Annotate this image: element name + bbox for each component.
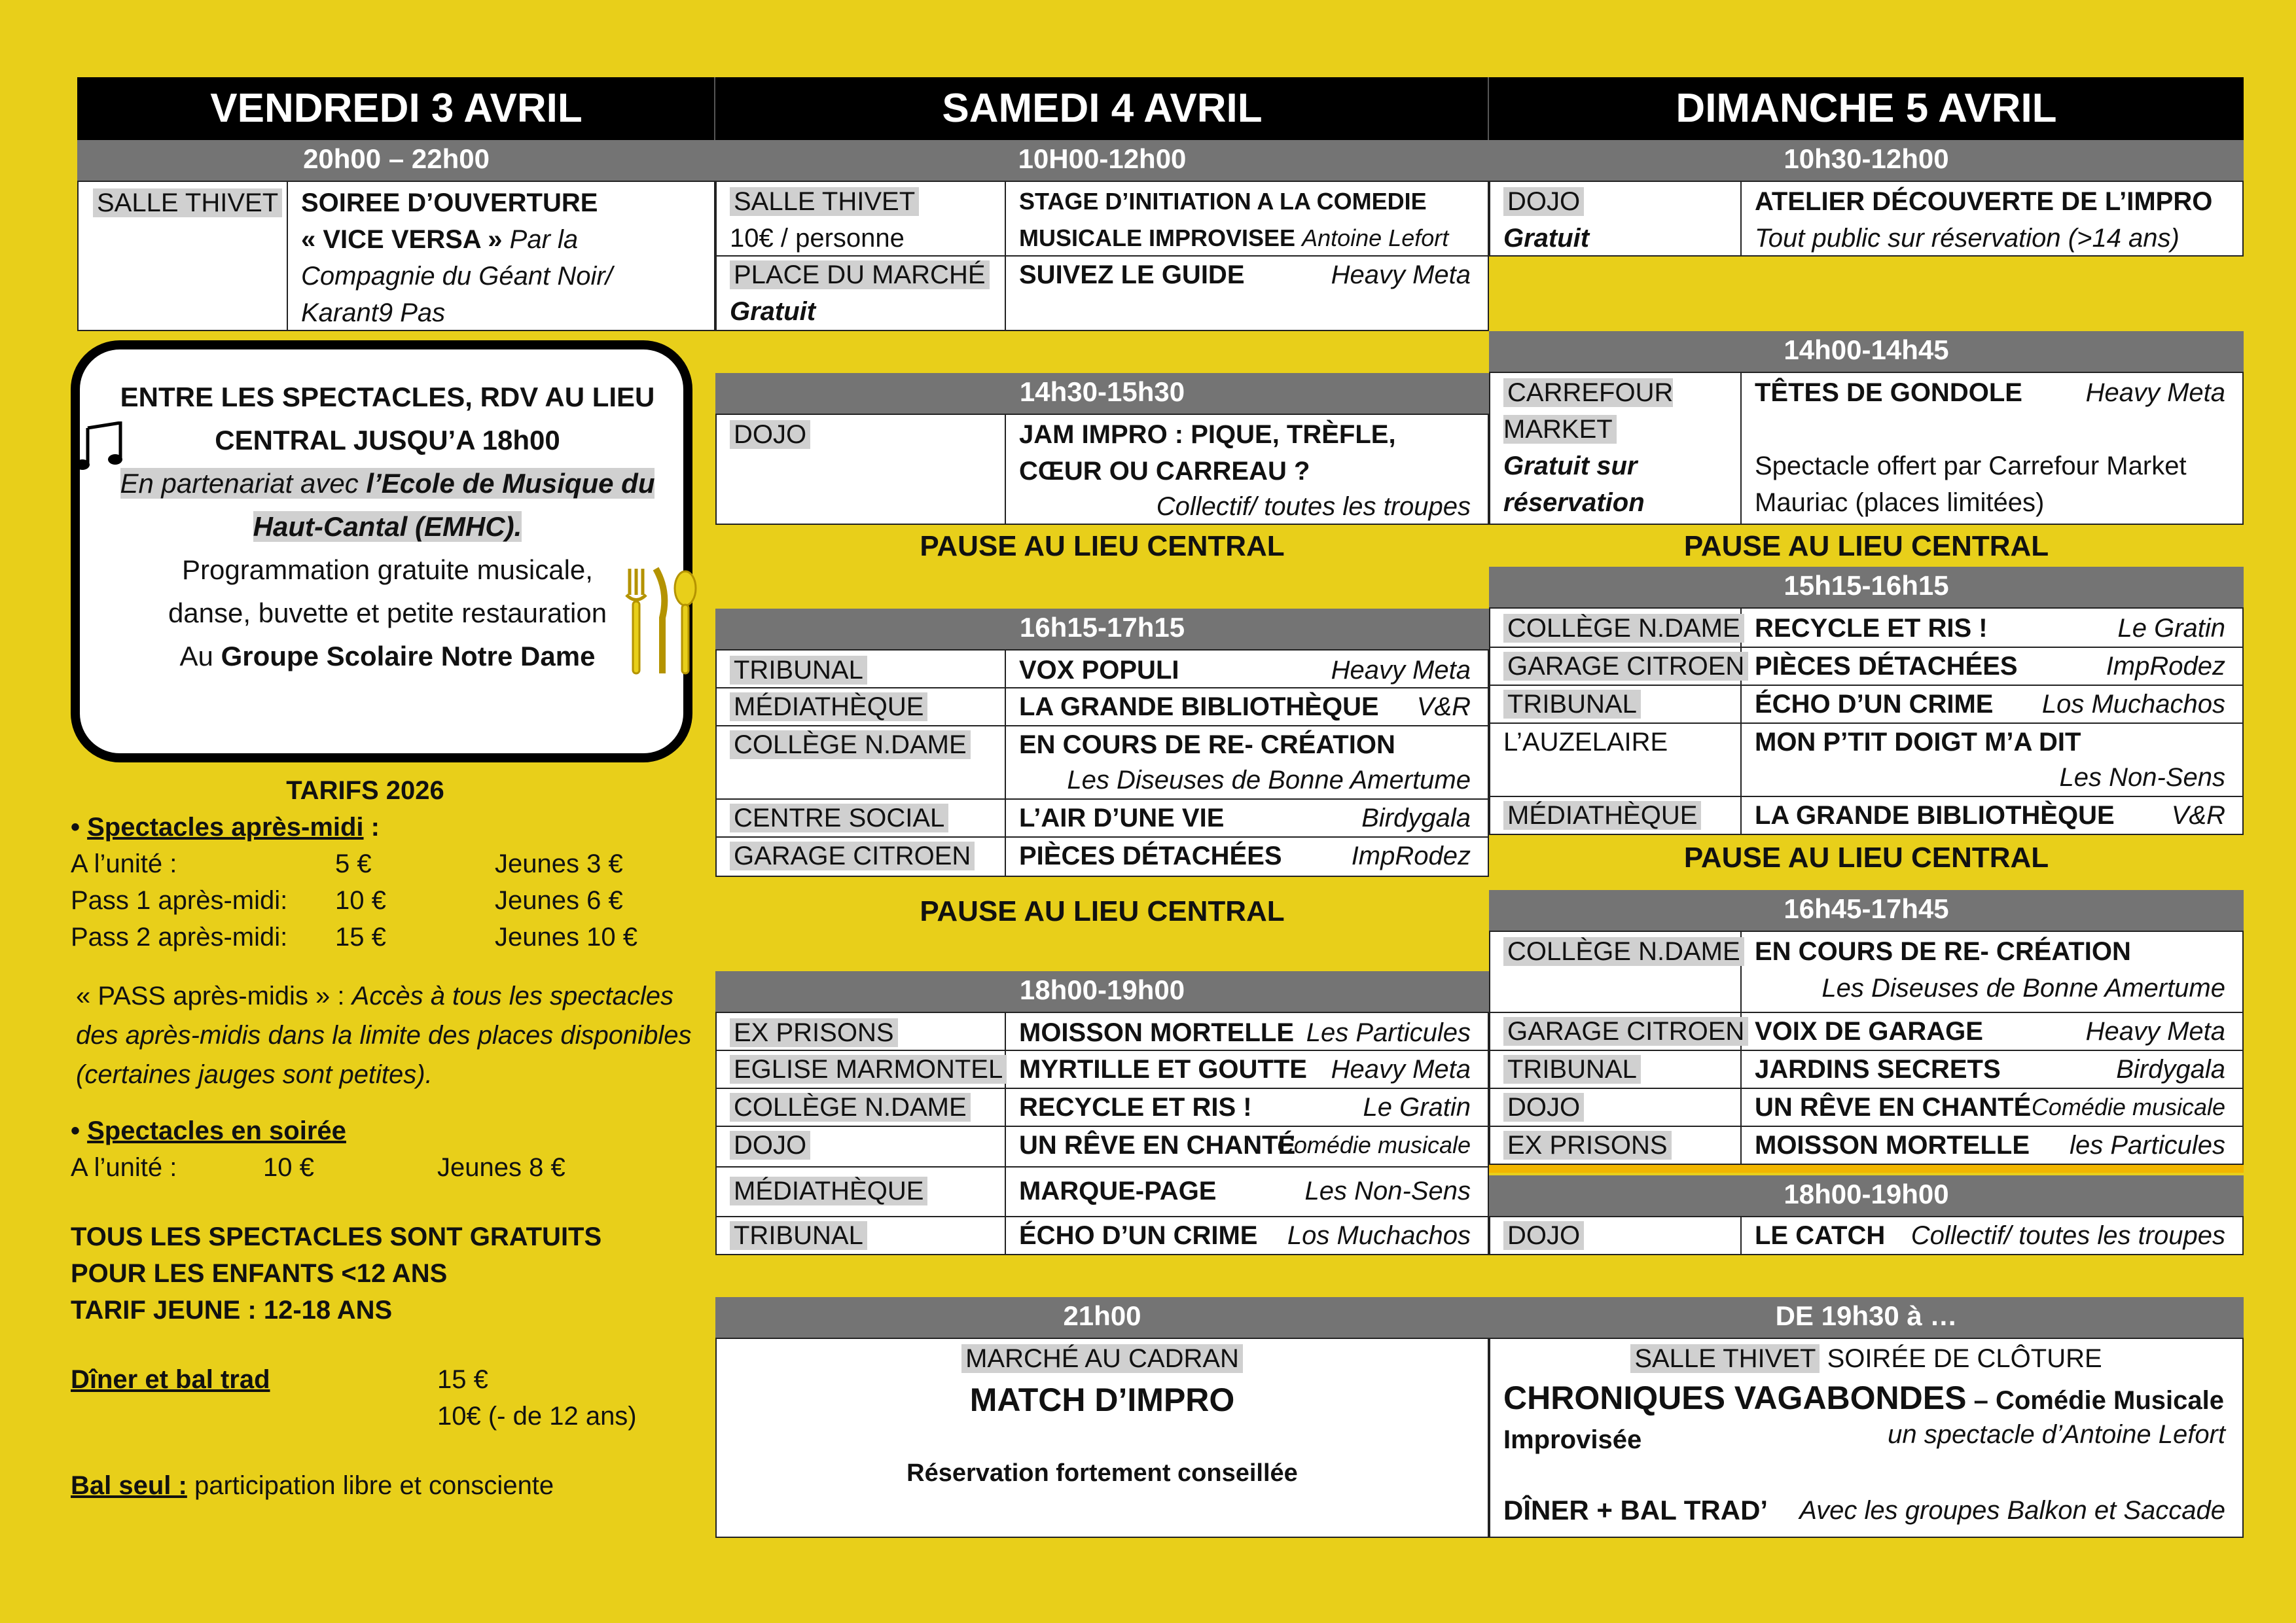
event-title: ÉCHO D’UN CRIME	[1019, 1221, 1258, 1250]
event-title: VOIX DE GARAGE	[1755, 1017, 1983, 1046]
diner-title: DÎNER + BAL TRAD’	[1503, 1495, 1768, 1525]
sunday-morning	[1489, 181, 2244, 257]
event-title: EN COURS DE RE- CRÉATION	[1755, 937, 2131, 966]
event-company: Le Gratin	[1363, 1093, 1471, 1122]
event-company: Heavy Meta	[2085, 378, 2225, 407]
diner-row: Dîner et bal trad 15 €	[71, 1365, 488, 1394]
sunday-closing	[1489, 1338, 2244, 1538]
saturday-evening-shows	[715, 1012, 1489, 1255]
tarifs-section: TARIFS 2026 • Spectacles après-midi : A l’unité : 5 € Jeunes 3 € Pass 1 après-midi: 10 € Jeunes 6 € Pass 2 après-midi: 15 € Jeunes 10 € « PASS après-midis » : Accès à tous les spectacles des après-midis dans la limite des places disponibles (certaines jauges sont petites). • Spectacles en soirée A l’unité : 10 € Jeunes 8 € TOUS LES SPECTACLES SONT GRATUITS POUR LES ENFANTS <12 ANS TARIF JEUNE : 12-18 ANS Dîner et bal trad 15 € 10€ (- de 12 ans) Bal seul : participation libre et consciente	[71, 772, 699, 1504]
event-title: MOISSON MORTELLE	[1755, 1131, 2030, 1160]
event-title: RECYCLE ET RIS !	[1019, 1093, 1252, 1122]
event-company: Les Particules	[1306, 1018, 1471, 1047]
sunday-afternoon	[1489, 607, 2244, 835]
event-company: Collectif/ toutes les troupes	[1910, 1221, 2225, 1250]
friday-event	[77, 181, 715, 331]
tarifs-apres-midi-title: Spectacles après-midi	[87, 813, 364, 842]
venue-label: TRIBUNAL	[1503, 690, 1641, 719]
event-title: TÊTES DE GONDOLE	[1755, 378, 2022, 407]
venue-label: MARCHÉ AU CADRAN	[961, 1344, 1243, 1373]
event-company: Le Gratin	[2117, 614, 2225, 643]
event-title: ATELIER DÉCOUVERTE DE L’IMPRO	[1755, 187, 2213, 216]
saturday-match	[715, 1338, 1489, 1538]
venue-label: EGLISE MARMONTEL	[730, 1055, 1007, 1084]
event-title: MATCH D’IMPRO	[969, 1382, 1235, 1418]
bal-row: Bal seul : participation libre et consciente	[71, 1471, 554, 1500]
event-company: V&R	[2171, 801, 2225, 830]
event-title: UN RÊVE EN CHANTÉ	[1755, 1093, 2032, 1122]
pause-central: PAUSE AU LIEU CENTRAL	[1683, 530, 2049, 562]
time-slot-sunday-1: 10h30-12h00	[1489, 140, 2244, 181]
time-slot-saturday-1: 10H00-12h00	[715, 140, 1489, 181]
time-slot-saturday-5: 21h00	[715, 1297, 1489, 1338]
event-company: Heavy Meta	[1331, 260, 1471, 289]
price-label: Gratuit	[1503, 224, 1590, 253]
event-company: Les Diseuses de Bonne Amertume	[1821, 974, 2225, 1003]
venue-label: COLLÈGE N.DAME	[1503, 614, 1744, 643]
event-company: Les Non-Sens	[1304, 1177, 1471, 1205]
venue-label: SALLE THIVET	[1630, 1344, 1820, 1373]
venue-label: COLLÈGE N.DAME	[730, 1093, 971, 1122]
venue-label: TRIBUNAL	[1503, 1055, 1641, 1084]
saturday-morning	[715, 181, 1489, 331]
tarif-row: A l’unité : 5 € Jeunes 3 €	[71, 849, 623, 878]
venue-label: GARAGE CITROEN	[730, 842, 975, 870]
event-company: Tout public sur réservation (>14 ans)	[1755, 224, 2179, 253]
tarif-row: Pass 2 après-midi: 15 € Jeunes 10 €	[71, 923, 637, 952]
venue-label: TRIBUNAL	[730, 1221, 867, 1250]
time-slot-sunday-6: DE 19h30 à …	[1489, 1297, 2244, 1338]
event-company: Comédie musicale	[2031, 1094, 2225, 1120]
event-title: MOISSON MORTELLE	[1019, 1018, 1294, 1047]
tarifs-title: TARIFS 2026	[286, 776, 444, 805]
event-company: les Particules	[2070, 1131, 2225, 1160]
event-title: STAGE D’INITIATION A LA COMEDIE MUSICALE IMPROVISEE	[1019, 188, 1427, 251]
event-company: un spectacle d’Antoine Lefort	[1888, 1420, 2225, 1449]
time-slot-saturday-2: 14h30-15h30	[715, 373, 1489, 414]
tarif-row: Pass 1 après-midi: 10 € Jeunes 6 €	[71, 886, 623, 915]
time-slot-sunday-4: 16h45-17h45	[1489, 890, 2244, 931]
event-company: Collectif/ toutes les troupes	[1156, 492, 1471, 521]
header-divider	[714, 77, 715, 140]
diner-price-child: 10€ (- de 12 ans)	[437, 1402, 637, 1431]
venue-label: DOJO	[730, 1131, 810, 1160]
venue-label: EX PRISONS	[730, 1018, 898, 1047]
time-slot-saturday-3: 16h15-17h15	[715, 609, 1489, 649]
event-title: VOX POPULI	[1019, 656, 1179, 685]
free-line-2: POUR LES ENFANTS <12 ANS	[71, 1259, 448, 1288]
event-company: Los Muchachos	[1287, 1221, 1471, 1250]
event-company: Heavy Meta	[2085, 1017, 2225, 1046]
price-label: Gratuit	[730, 297, 816, 326]
event-title: LE CATCH	[1755, 1221, 1886, 1250]
header-divider	[1488, 77, 1489, 140]
diner-bands: Avec les groupes Balkon et Saccade	[1799, 1496, 2225, 1525]
event-subtitle: – Comédie Musicale Improvisée	[1503, 1386, 2224, 1454]
event-company: Les Diseuses de Bonne Amertume	[1067, 766, 1471, 794]
time-slot-sunday-2: 14h00-14h45	[1489, 331, 2244, 372]
event-company: Les Non-Sens	[2059, 763, 2225, 792]
price-label: 10€ / personne	[730, 224, 905, 253]
event-company: V&R	[1416, 692, 1471, 721]
event-company: Los Muchachos	[2041, 690, 2225, 719]
reservation-note: Réservation fortement conseillée	[906, 1459, 1298, 1487]
venue-label: MÉDIATHÈQUE	[730, 692, 927, 721]
event-title: JAM IMPRO : PIQUE, TRÈFLE, CŒUR OU CARREAU ?	[1019, 420, 1396, 486]
event-title: UN RÊVE EN CHANTÉ	[1019, 1131, 1296, 1160]
event-title: PIÈCES DÉTACHÉES	[1755, 652, 2018, 681]
cutlery-icon	[617, 565, 702, 677]
venue-label: CENTRE SOCIAL	[730, 804, 948, 832]
time-slot-friday: 20h00 – 22h00	[77, 140, 715, 181]
time-slot-saturday-4: 18h00-19h00	[715, 971, 1489, 1012]
venue-label: CARREFOUR MARKET	[1503, 378, 1674, 444]
saturday-jam	[715, 414, 1489, 525]
event-company: Birdygala	[1361, 804, 1471, 832]
event-title: MARQUE-PAGE	[1019, 1177, 1217, 1205]
sunday-catch	[1489, 1216, 2244, 1255]
venue-label: COLLÈGE N.DAME	[1503, 937, 1744, 966]
event-note: Spectacle offert par Carrefour Market Mauriac (places limitées)	[1755, 452, 2187, 517]
event-company: Comédie musicale	[1276, 1132, 1471, 1158]
event-company: Heavy Meta	[1331, 1055, 1471, 1084]
time-slot-sunday-5: 18h00-19h00	[1489, 1175, 2244, 1216]
info-place: Groupe Scolaire Notre Dame	[221, 641, 596, 671]
event-name: « VICE VERSA »	[301, 225, 503, 254]
sunday-late-afternoon	[1489, 931, 2244, 1165]
time-slot-sunday-3: 15h15-16h15	[1489, 567, 2244, 607]
venue-label: TRIBUNAL	[730, 656, 867, 685]
venue-label: PLACE DU MARCHÉ	[730, 260, 990, 289]
info-partner-name: l’Ecole de Musique du Haut-Cantal (EMHC).	[253, 468, 655, 542]
event-title: EN COURS DE RE- CRÉATION	[1019, 730, 1395, 759]
venue-label: GARAGE CITROEN	[1503, 652, 1748, 681]
venue-label: SALLE THIVET	[730, 187, 919, 216]
venue-label: L’AUZELAIRE	[1503, 728, 1668, 757]
venue-label: DOJO	[1503, 1093, 1584, 1122]
free-line-3: TARIF JEUNE : 12-18 ANS	[71, 1296, 393, 1325]
event-title: L’AIR D’UNE VIE	[1019, 804, 1225, 832]
day-header-saturday: SAMEDI 4 AVRIL	[715, 77, 1489, 140]
event-title: SOIREE D’OUVERTURE	[301, 188, 598, 217]
venue-label: DOJO	[730, 420, 810, 449]
venue-label: EX PRISONS	[1503, 1131, 1672, 1160]
orange-divider	[1489, 1165, 2244, 1173]
pause-central: PAUSE AU LIEU CENTRAL	[1683, 842, 2049, 874]
event-title: PIÈCES DÉTACHÉES	[1019, 842, 1282, 870]
event-title: RECYCLE ET RIS !	[1755, 614, 1988, 643]
venue-label: MÉDIATHÈQUE	[730, 1177, 927, 1205]
event-company: Birdygala	[2116, 1055, 2225, 1084]
day-header-sunday: DIMANCHE 5 AVRIL	[1489, 77, 2244, 140]
pass-description: « PASS après-midis » : Accès à tous les spectacles des après-midis dans la limite des places disponibles (certaines jauges sont petites).	[76, 982, 692, 1089]
music-note-icon	[75, 421, 134, 474]
venue-label: GARAGE CITROEN	[1503, 1017, 1748, 1046]
pause-central: PAUSE AU LIEU CENTRAL	[920, 895, 1285, 927]
event-company: ImpRodez	[2106, 652, 2225, 681]
event-title: SUIVEZ LE GUIDE	[1019, 260, 1245, 289]
closing-label: SOIRÉE DE CLÔTURE	[1827, 1344, 2102, 1373]
sunday-carrefour	[1489, 372, 2244, 525]
venue-label: SALLE THIVET	[93, 188, 282, 217]
info-line-2: CENTRAL JUSQU’A 18h00	[215, 425, 560, 455]
event-title: ÉCHO D’UN CRIME	[1755, 690, 1994, 719]
venue-label: MÉDIATHÈQUE	[1503, 801, 1701, 830]
event-title: LA GRANDE BIBLIOTHÈQUE	[1755, 801, 2115, 830]
event-title: CHRONIQUES VAGABONDES	[1503, 1380, 1967, 1416]
info-partner-pre: En partenariat avec	[120, 468, 367, 499]
saturday-afternoon	[715, 649, 1489, 877]
event-title: LA GRANDE BIBLIOTHÈQUE	[1019, 692, 1379, 721]
tarif-soiree-row: A l’unité : 10 € Jeunes 8 €	[71, 1153, 565, 1182]
venue-label: DOJO	[1503, 187, 1584, 216]
event-company: Heavy Meta	[1331, 656, 1471, 685]
event-title: JARDINS SECRETS	[1755, 1055, 2001, 1084]
info-box	[71, 340, 692, 762]
event-title: MON P’TIT DOIGT M’A DIT	[1755, 728, 2081, 757]
venue-label: DOJO	[1503, 1221, 1584, 1250]
price-label: Gratuit sur réservation	[1503, 452, 1645, 517]
info-line-1: ENTRE LES SPECTACLES, RDV AU LIEU	[120, 382, 655, 412]
info-program: Programmation gratuite musicale, danse, buvette et petite restauration	[168, 554, 607, 628]
event-company: ImpRodez	[1351, 842, 1471, 870]
info-place-pre: Au	[179, 641, 221, 671]
event-company: Par la Compagnie du Géant Noir/ Karant9 Pas	[301, 225, 613, 327]
tarifs-soiree-title: Spectacles en soirée	[87, 1116, 346, 1145]
event-title: MYRTILLE ET GOUTTE	[1019, 1055, 1307, 1084]
free-line-1: TOUS LES SPECTACLES SONT GRATUITS	[71, 1222, 602, 1251]
pause-central: PAUSE AU LIEU CENTRAL	[920, 530, 1285, 562]
event-company: Antoine Lefort	[1302, 224, 1449, 251]
venue-label: COLLÈGE N.DAME	[730, 730, 971, 759]
day-header-friday: VENDREDI 3 AVRIL	[77, 77, 715, 140]
